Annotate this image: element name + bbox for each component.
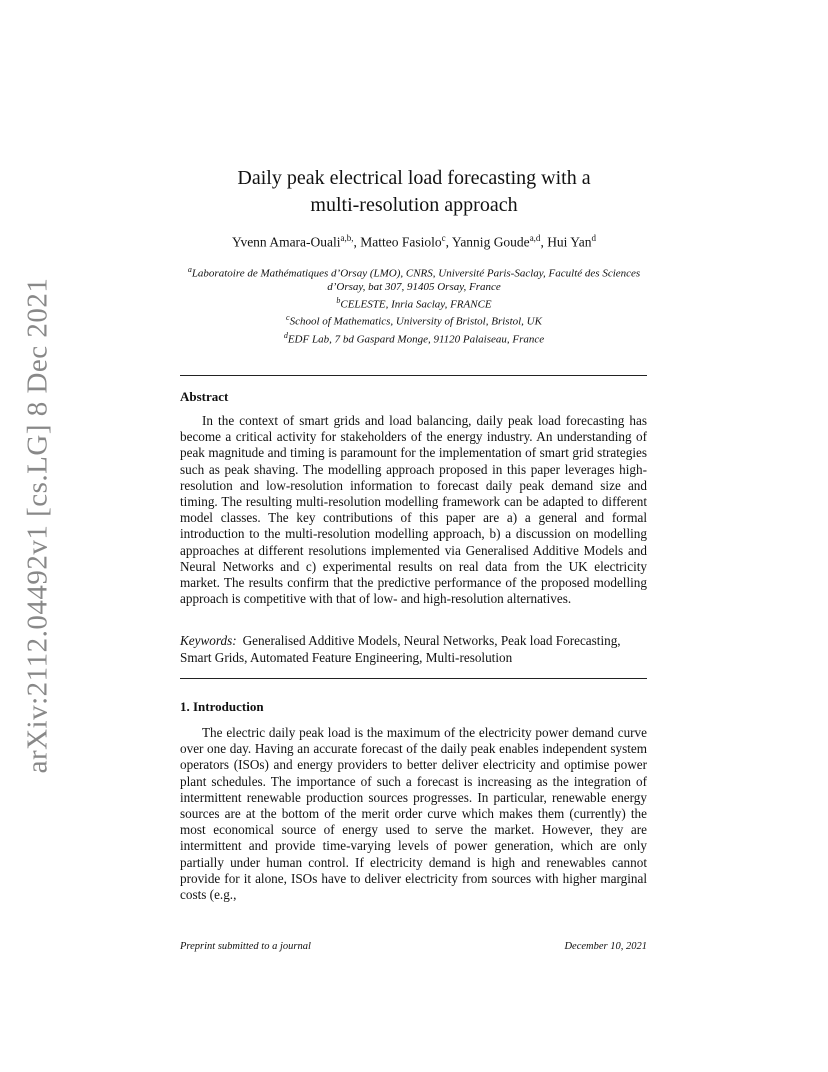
footer-preprint-note: Preprint submitted to a journal <box>180 941 311 952</box>
abstract-text: In the context of smart grids and load balancing, daily peak load forecasting has become a critical activity for stakeholders of the energy industry. An understanding of peak magnitude and timing is paramount for the implementation of smart grid strategies such as peak shaving. The modelling approach proposed in this paper leverages high-resolution and low-resolution information to forecast daily peak demand size and timing. The resulting multi-resolution modelling framework can be adapted to different model classes. The key contributions of this paper are a) a general and formal introduction to the multi-resolution modelling approach, b) a discussion on modelling approaches at different resolutions implemented via Generalised Additive Models and Neural Networks and c) experimental results on real data from the UK electricity market. The results confirm that the predictive performance of the proposed modelling approach is competitive with that of low- and high-resolution alternatives. <box>180 413 647 607</box>
footer-date: December 10, 2021 <box>564 941 647 952</box>
affil-text: EDF Lab, 7 bd Gaspard Monge, 91120 Palaiseau, France <box>287 333 545 346</box>
affiliation <box>180 294 648 312</box>
title-line-2: multi-resolution approach <box>310 194 518 216</box>
paper-title <box>180 165 648 219</box>
keywords-label: Keywords: <box>180 633 237 648</box>
author-name: Yannig Goude <box>451 234 530 250</box>
title-line-1: Daily peak electrical load forecasting with a <box>237 167 591 189</box>
author-affil-mark: d <box>591 233 596 243</box>
affil-text: School of Mathematics, University of Bristol, Bristol, UK <box>289 315 542 328</box>
arxiv-id: arXiv:2112.04492v1 [cs.LG] 8 Dec 2021 <box>21 277 54 773</box>
affiliation <box>180 329 648 347</box>
abstract-top-rule <box>180 375 647 376</box>
affil-text: CELESTE, Inria Saclay, FRANCE <box>340 298 492 311</box>
affil-mark: c <box>286 313 290 323</box>
affil-text: Laboratoire de Mathématiques d’Orsay (LMO), CNRS, Université Paris-Saclay, Faculté des Sciences d’Orsay, bat 307, 91405 Orsay, France <box>191 267 641 293</box>
keywords <box>180 633 647 666</box>
author-affil-mark: c <box>441 233 446 243</box>
affiliation <box>180 311 648 329</box>
affil-mark: b <box>336 295 341 305</box>
author-name: Yvenn Amara-Ouali <box>232 234 341 250</box>
author-affil-mark: a,d <box>529 233 541 243</box>
author-list: Yvenn Amara-Ouali$^{a,b,}$, Matteo Fasiolo$^c$, Yannig Goude$^{a,d}$, Hui Yan$^d$ <box>232 233 596 250</box>
author-affil-mark: a,b, <box>340 233 354 243</box>
keywords-text: Generalised Additive Models, Neural Networks, Peak load Forecasting, Smart Grids, Automated Feature Engineering, Multi-resolution <box>180 633 621 665</box>
section-heading: 1. Introduction <box>180 699 264 714</box>
abstract-heading: Abstract <box>180 389 229 404</box>
affiliation <box>180 263 648 294</box>
abstract-bottom-rule <box>180 678 647 679</box>
affiliations <box>180 263 648 347</box>
intro-text: The electric daily peak load is the maximum of the electricity power demand curve over one day. Having an accurate forecast of the daily peak enables independent system operators (ISOs) and energy providers to better deliver electricity and optimise power plant schedules. The importance of such a forecast is increasing as the integration of intermittent renewable production sources progresses. In particular, renewable energy sources are at the bottom of the merit order curve which makes them (currently) the most economical source of energy used to serve the market. However, they are intermittent and provide time-varying levels of power generation, which are only partially under human control. If electricity demand is high and renewables cannot provide for it alone, ISOs have to deliver electricity from sources with higher marginal costs (e.g., <box>180 725 647 903</box>
author-name: Matteo Fasiolo <box>360 234 442 250</box>
affil-mark: a <box>187 265 192 274</box>
arxiv-stamp <box>18 277 58 773</box>
author-name: Hui Yan <box>547 234 592 250</box>
affil-mark: d <box>283 330 288 340</box>
